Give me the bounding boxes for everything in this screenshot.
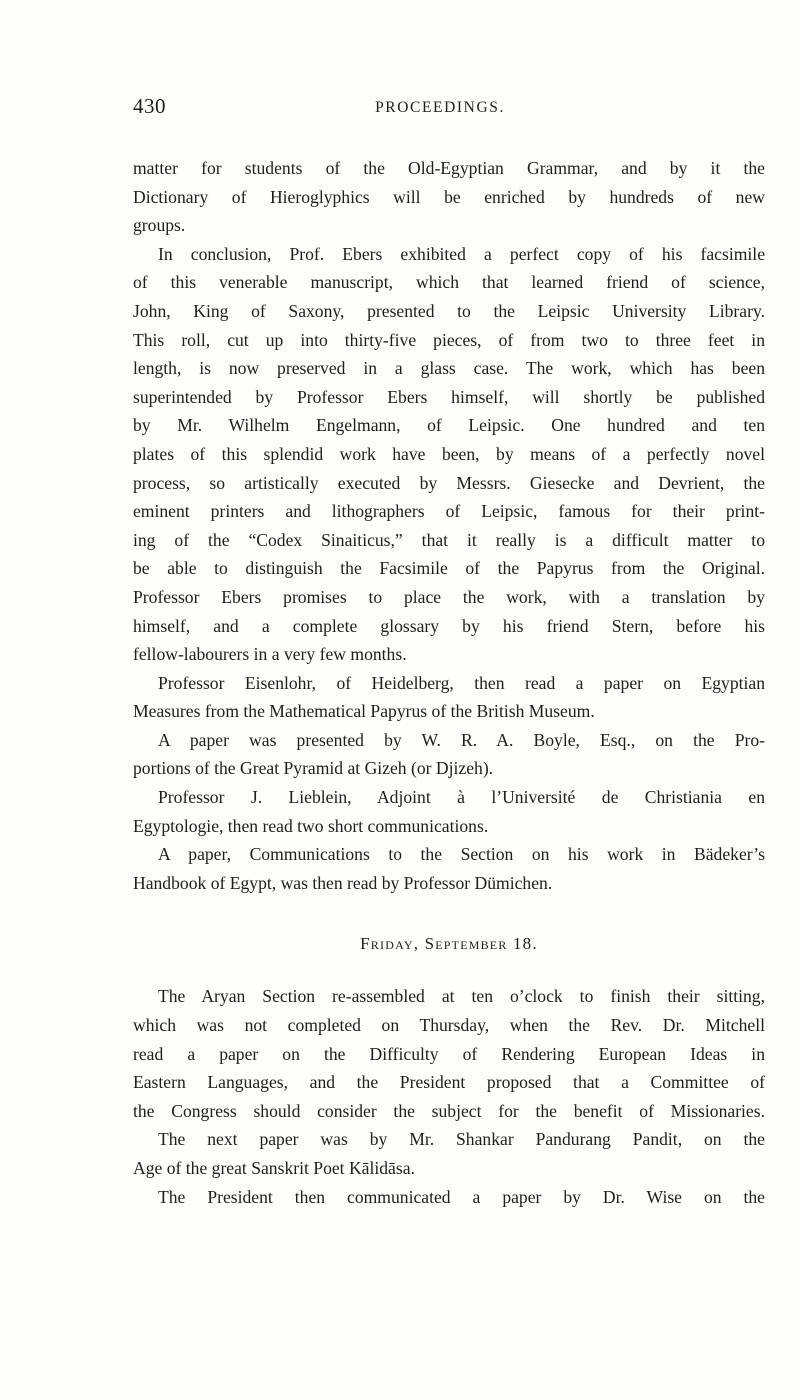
text-line: himself, and a complete glossary by his friend Stern, before his [133, 615, 765, 636]
body-text [133, 154, 765, 1211]
text-line: eminent printers and lithographers of Leipsic, famous for their print- [133, 501, 765, 522]
text-line: fellow-labourers in a very few months. [133, 644, 407, 665]
text-line: the Congress should consider the subject for the benefit of Missionaries. [133, 1100, 765, 1121]
text-line: which was not completed on Thursday, when the Rev. Dr. Mitchell [133, 1015, 765, 1036]
text-line: This roll, cut up into thirty-five pieces, of from two to three feet in [133, 329, 765, 350]
text-line: be able to distinguish the Facsimile of the Papyrus from the Original. [133, 558, 765, 579]
text-line: The next paper was by Mr. Shankar Pandurang Pandit, on the [158, 1129, 765, 1150]
text-line: of this venerable manuscript, which that learned friend of science, [133, 272, 765, 293]
text-line: Professor J. Lieblein, Adjoint à l’Université de Christiania en [158, 787, 765, 808]
text-line: Measures from the Mathematical Papyrus of the British Museum. [133, 701, 595, 722]
text-line: John, King of Saxony, presented to the Leipsic University Library. [133, 300, 765, 321]
running-head: PROCEEDINGS. [375, 99, 505, 116]
paragraphs-before-heading [133, 154, 765, 897]
text-line: In conclusion, Prof. Ebers exhibited a perfect copy of his facsimile [158, 243, 765, 264]
paragraphs-after-heading [133, 982, 765, 1211]
text-line: A paper was presented by W. R. A. Boyle, Esq., on the Pro- [158, 729, 765, 750]
text-line: ing of the “Codex Sinaiticus,” that it really is a difficult matter to [133, 529, 765, 550]
text-line: length, is now preserved in a glass case. The work, which has been [133, 358, 765, 379]
text-line: Handbook of Egypt, was then read by Professor Dümichen. [133, 872, 553, 893]
text-line: by Mr. Wilhelm Engelmann, of Leipsic. One hundred and ten [133, 415, 765, 436]
text-line: The President then communicated a paper by Dr. Wise on the [158, 1186, 765, 1207]
text-line: The Aryan Section re-assembled at ten o’clock to finish their sitting, [158, 986, 765, 1007]
text-line: Eastern Languages, and the President proposed that a Committee of [133, 1072, 765, 1093]
text-line: process, so artistically executed by Messrs. Giesecke and Devrient, the [133, 472, 765, 493]
text-line: groups. [133, 215, 186, 236]
text-line: Egyptologie, then read two short communications. [133, 815, 489, 836]
text-line: Dictionary of Hieroglyphics will be enriched by hundreds of new [133, 186, 765, 207]
text-line: Age of the great Sanskrit Poet Kālidāsa. [133, 1158, 415, 1178]
text-line: superintended by Professor Ebers himself, will shortly be published [133, 386, 765, 407]
text-line: Professor Eisenlohr, of Heidelberg, then read a paper on Egyptian [158, 672, 765, 693]
text-line: Professor Ebers promises to place the work, with a translation by [133, 586, 765, 607]
section-heading [133, 897, 765, 982]
text-line: portions of the Great Pyramid at Gizeh (or Djizeh). [133, 758, 494, 779]
section-heading-text: Friday, September 18. [360, 934, 538, 954]
text-line: matter for students of the Old-Egyptian Grammar, and by it the [133, 158, 765, 178]
page-number: 430 [133, 94, 166, 118]
text-line: plates of this splendid work have been, by means of a perfectly novel [133, 443, 765, 464]
text-line: read a paper on the Difficulty of Rendering European Ideas in [133, 1043, 765, 1064]
text-line: A paper, Communications to the Section on his work in Bädeker’s [158, 844, 765, 865]
